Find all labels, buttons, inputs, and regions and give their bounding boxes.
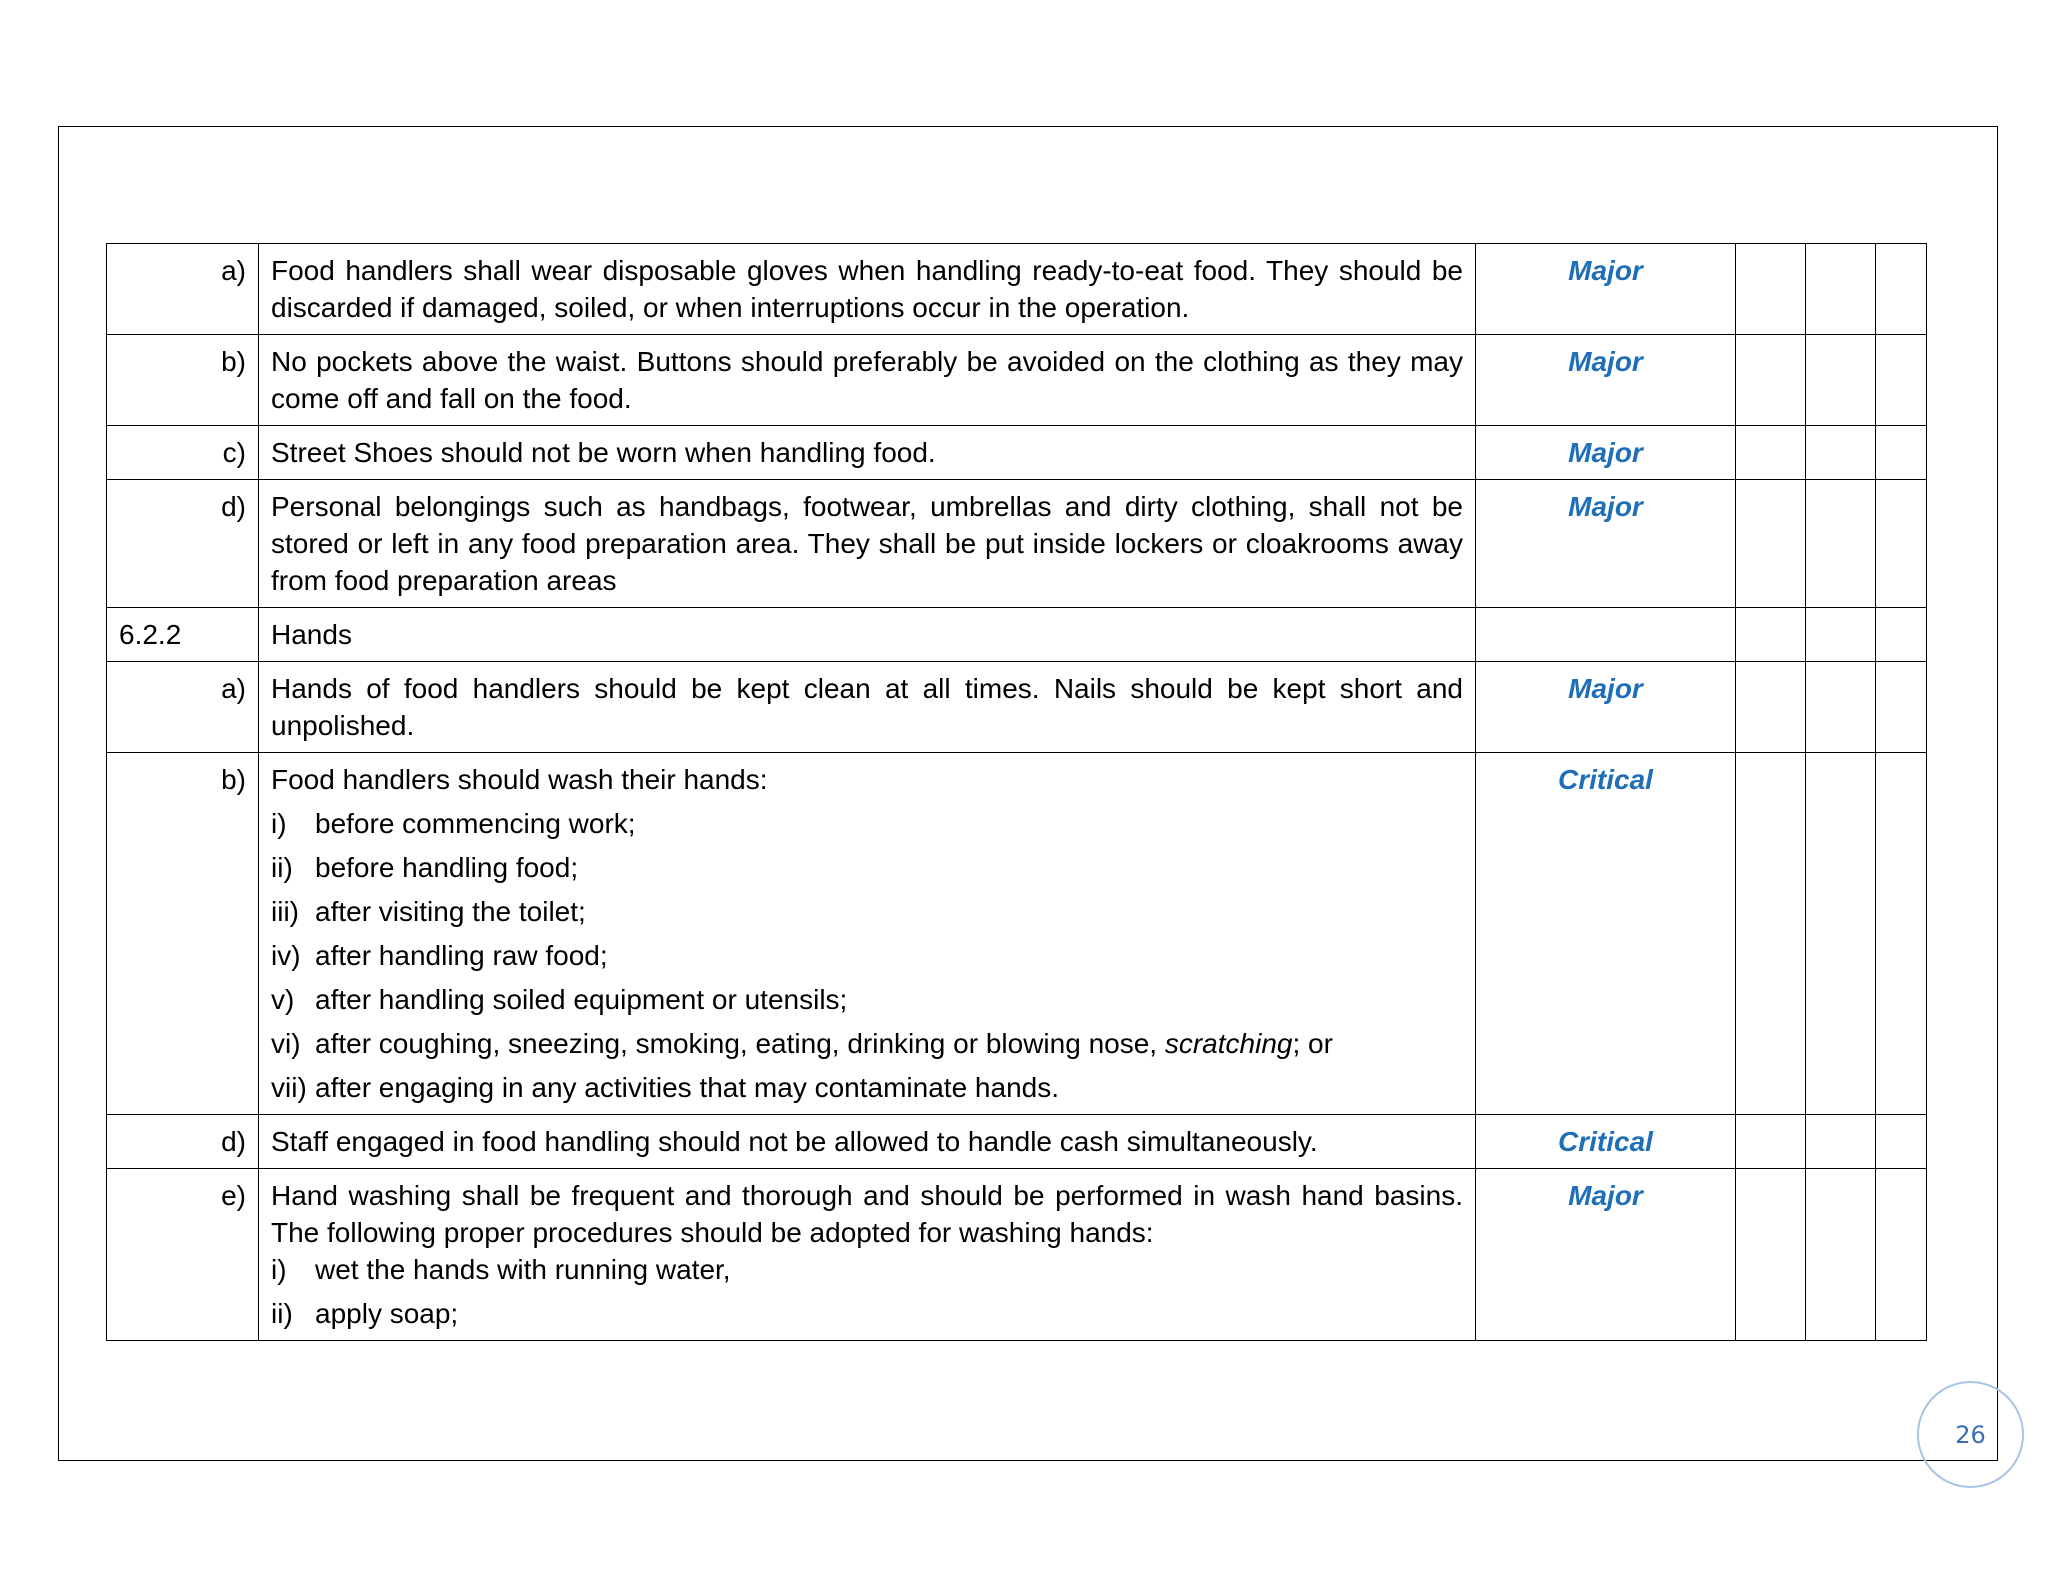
item-intro: Hand washing shall be frequent and thorough and should be performed in wash hand basins. The following proper procedures should be adopted for washing hands: [271, 1180, 1463, 1248]
check-cell[interactable] [1736, 426, 1806, 480]
check-cell[interactable] [1806, 335, 1876, 426]
sub-item [271, 805, 1463, 842]
section-row [107, 608, 1927, 662]
table-row [107, 426, 1927, 480]
check-cell[interactable] [1806, 662, 1876, 753]
item-label: d) [107, 1115, 259, 1169]
check-cell[interactable] [1806, 1115, 1876, 1169]
item-text: Food handlers shall wear disposable gloves when handling ready-to-eat food. They should be discarded if damaged, soiled, or when interruptions occur in the operation. [259, 244, 1476, 335]
check-cell[interactable] [1806, 753, 1876, 1115]
sub-item-text: after coughing, sneezing, smoking, eating, drinking or blowing nose, scratching; or [315, 1028, 1333, 1059]
table-row [107, 1115, 1927, 1169]
sub-item [271, 937, 1463, 974]
item-intro: Food handlers should wash their hands: [271, 764, 768, 795]
item-label: b) [107, 335, 259, 426]
sub-item-number: ii) [271, 1298, 293, 1329]
table-row [107, 244, 1927, 335]
item-label: e) [107, 1169, 259, 1341]
sub-item [271, 981, 1463, 1018]
item-label: b) [107, 753, 259, 1115]
severity-label: Major [1476, 426, 1736, 480]
sub-item-number: iv) [271, 940, 301, 971]
sub-item-number: iii) [271, 896, 299, 927]
severity-label: Critical [1476, 753, 1736, 1115]
check-cell[interactable] [1876, 335, 1927, 426]
check-cell[interactable] [1736, 244, 1806, 335]
check-cell[interactable] [1806, 244, 1876, 335]
item-text [259, 1169, 1476, 1341]
sub-item-text: apply soap; [315, 1298, 459, 1329]
item-text: Hands of food handlers should be kept clean at all times. Nails should be kept short and unpolished. [259, 662, 1476, 753]
item-label: c) [107, 426, 259, 480]
section-number: 6.2.2 [107, 608, 259, 662]
check-cell[interactable] [1876, 426, 1927, 480]
sub-item [271, 1251, 1463, 1288]
check-cell[interactable] [1876, 1115, 1927, 1169]
sub-item-text: after visiting the toilet; [315, 896, 586, 927]
check-cell[interactable] [1736, 1115, 1806, 1169]
table-row [107, 335, 1927, 426]
sub-item [271, 1025, 1463, 1062]
table-row [107, 662, 1927, 753]
check-cell[interactable] [1806, 426, 1876, 480]
table-row [107, 753, 1927, 1115]
sub-item-text: after handling soiled equipment or utensils; [315, 984, 848, 1015]
sub-item-text: before handling food; [315, 852, 579, 883]
sub-item [271, 849, 1463, 886]
sub-item [271, 1069, 1463, 1106]
sub-item [271, 893, 1463, 930]
check-cell[interactable] [1736, 753, 1806, 1115]
sub-item-number: vii) [271, 1072, 307, 1103]
sub-item-text: after handling raw food; [315, 940, 608, 971]
check-cell[interactable] [1876, 753, 1927, 1115]
sub-item-number: ii) [271, 852, 293, 883]
item-text: Street Shoes should not be worn when handling food. [259, 426, 1476, 480]
severity-label: Major [1476, 662, 1736, 753]
check-cell[interactable] [1736, 608, 1806, 662]
check-cell[interactable] [1736, 335, 1806, 426]
check-cell[interactable] [1806, 1169, 1876, 1341]
check-cell[interactable] [1876, 608, 1927, 662]
table-row [107, 480, 1927, 608]
check-cell[interactable] [1876, 480, 1927, 608]
sub-item-number: vi) [271, 1028, 301, 1059]
sub-item-text: after engaging in any activities that may contaminate hands. [315, 1072, 1059, 1103]
section-title: Hands [259, 608, 1476, 662]
table-row [107, 1169, 1927, 1341]
check-cell[interactable] [1736, 662, 1806, 753]
item-text: No pockets above the waist. Buttons should preferably be avoided on the clothing as they may come off and fall on the food. [259, 335, 1476, 426]
sub-item-number: i) [271, 1254, 287, 1285]
item-text [259, 753, 1476, 1115]
check-cell[interactable] [1736, 480, 1806, 608]
item-text: Staff engaged in food handling should not be allowed to handle cash simultaneously. [259, 1115, 1476, 1169]
severity-label: Major [1476, 480, 1736, 608]
item-label: d) [107, 480, 259, 608]
check-cell[interactable] [1876, 1169, 1927, 1341]
check-cell[interactable] [1876, 244, 1927, 335]
check-cell[interactable] [1806, 608, 1876, 662]
item-label: a) [107, 244, 259, 335]
check-cell[interactable] [1876, 662, 1927, 753]
check-cell[interactable] [1806, 480, 1876, 608]
sub-item-number: i) [271, 808, 287, 839]
item-label: a) [107, 662, 259, 753]
sub-item-text: before commencing work; [315, 808, 636, 839]
checklist-table [106, 243, 1927, 1341]
sub-item-text: wet the hands with running water, [315, 1254, 731, 1285]
page-number: 26 [1917, 1381, 2024, 1488]
severity-label: Major [1476, 244, 1736, 335]
severity-label: Major [1476, 335, 1736, 426]
check-cell[interactable] [1736, 1169, 1806, 1341]
severity-label: Major [1476, 1169, 1736, 1341]
sub-item [271, 1295, 1463, 1332]
item-text: Personal belongings such as handbags, footwear, umbrellas and dirty clothing, shall not be stored or left in any food preparation area. They shall be put inside lockers or cloakrooms away from food preparation areas [259, 480, 1476, 608]
sub-item-number: v) [271, 984, 295, 1015]
severity-label: Critical [1476, 1115, 1736, 1169]
